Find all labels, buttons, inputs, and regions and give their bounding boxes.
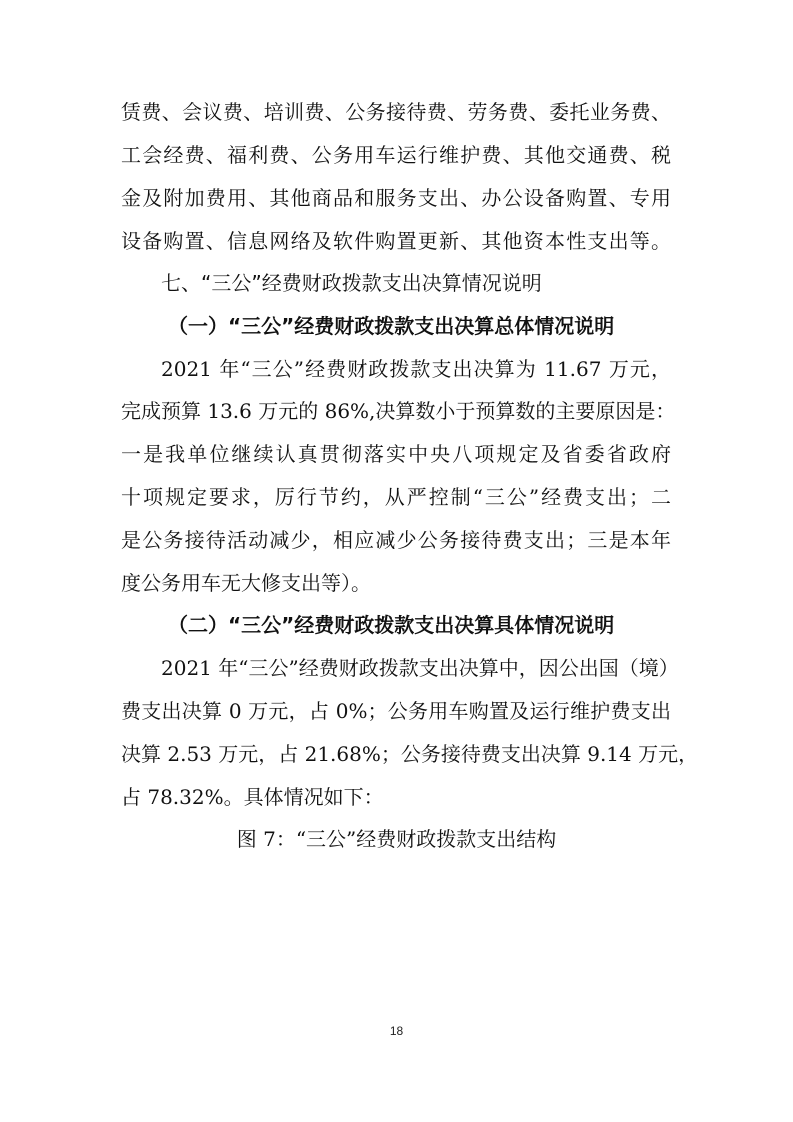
figure-caption: 图 7：“三公”经费财政拨款支出结构 — [236, 827, 557, 851]
paragraph-line: 2021 年“三公”经费财政拨款支出决算为 11.67 万元， — [161, 357, 671, 381]
paragraph-line: 工会经费、福利费、公务用车运行维护费、其他交通费、税 — [121, 143, 671, 167]
paragraph-line: 费支出决算 0 万元，占 0%；公务用车购置及运行维护费支出 — [121, 699, 671, 723]
paragraph-line: 设备购置、信息网络及软件购置更新、其他资本性支出等。 — [121, 229, 671, 253]
paragraph-line: 赁费、会议费、培训费、公务接待费、劳务费、委托业务费、 — [121, 100, 671, 124]
paragraph-line: 2021 年“三公”经费财政拨款支出决算中，因公出国（境） — [161, 656, 679, 680]
subsection-heading-detail: （二）“三公”经费财政拨款支出决算具体情况说明 — [168, 613, 615, 637]
section-heading: 七、“三公”经费财政拨款支出决算情况说明 — [161, 271, 542, 295]
paragraph-line: 度公务用车无大修支出等）。 — [121, 571, 371, 595]
subsection-heading-overall: （一）“三公”经费财政拨款支出决算总体情况说明 — [168, 314, 615, 338]
paragraph-line: 决算 2.53 万元，占 21.68%；公务接待费支出决算 9.14 万元， — [121, 742, 699, 766]
paragraph-line: 金及附加费用、其他商品和服务支出、办公设备购置、专用 — [121, 186, 671, 210]
page-number: 18 — [389, 1024, 404, 1038]
paragraph-line: 完成预算 13.6 万元的 86%,决算数小于预算数的主要原因是： — [121, 399, 676, 423]
paragraph-line: 十项规定要求，厉行节约，从严控制“三公”经费支出；二 — [121, 485, 671, 509]
paragraph-line: 占 78.32%。具体情况如下： — [121, 785, 384, 809]
paragraph-line: 一是我单位继续认真贯彻落实中央八项规定及省委省政府 — [121, 442, 671, 466]
paragraph-line: 是公务接待活动减少，相应减少公务接待费支出；三是本年 — [121, 528, 671, 552]
